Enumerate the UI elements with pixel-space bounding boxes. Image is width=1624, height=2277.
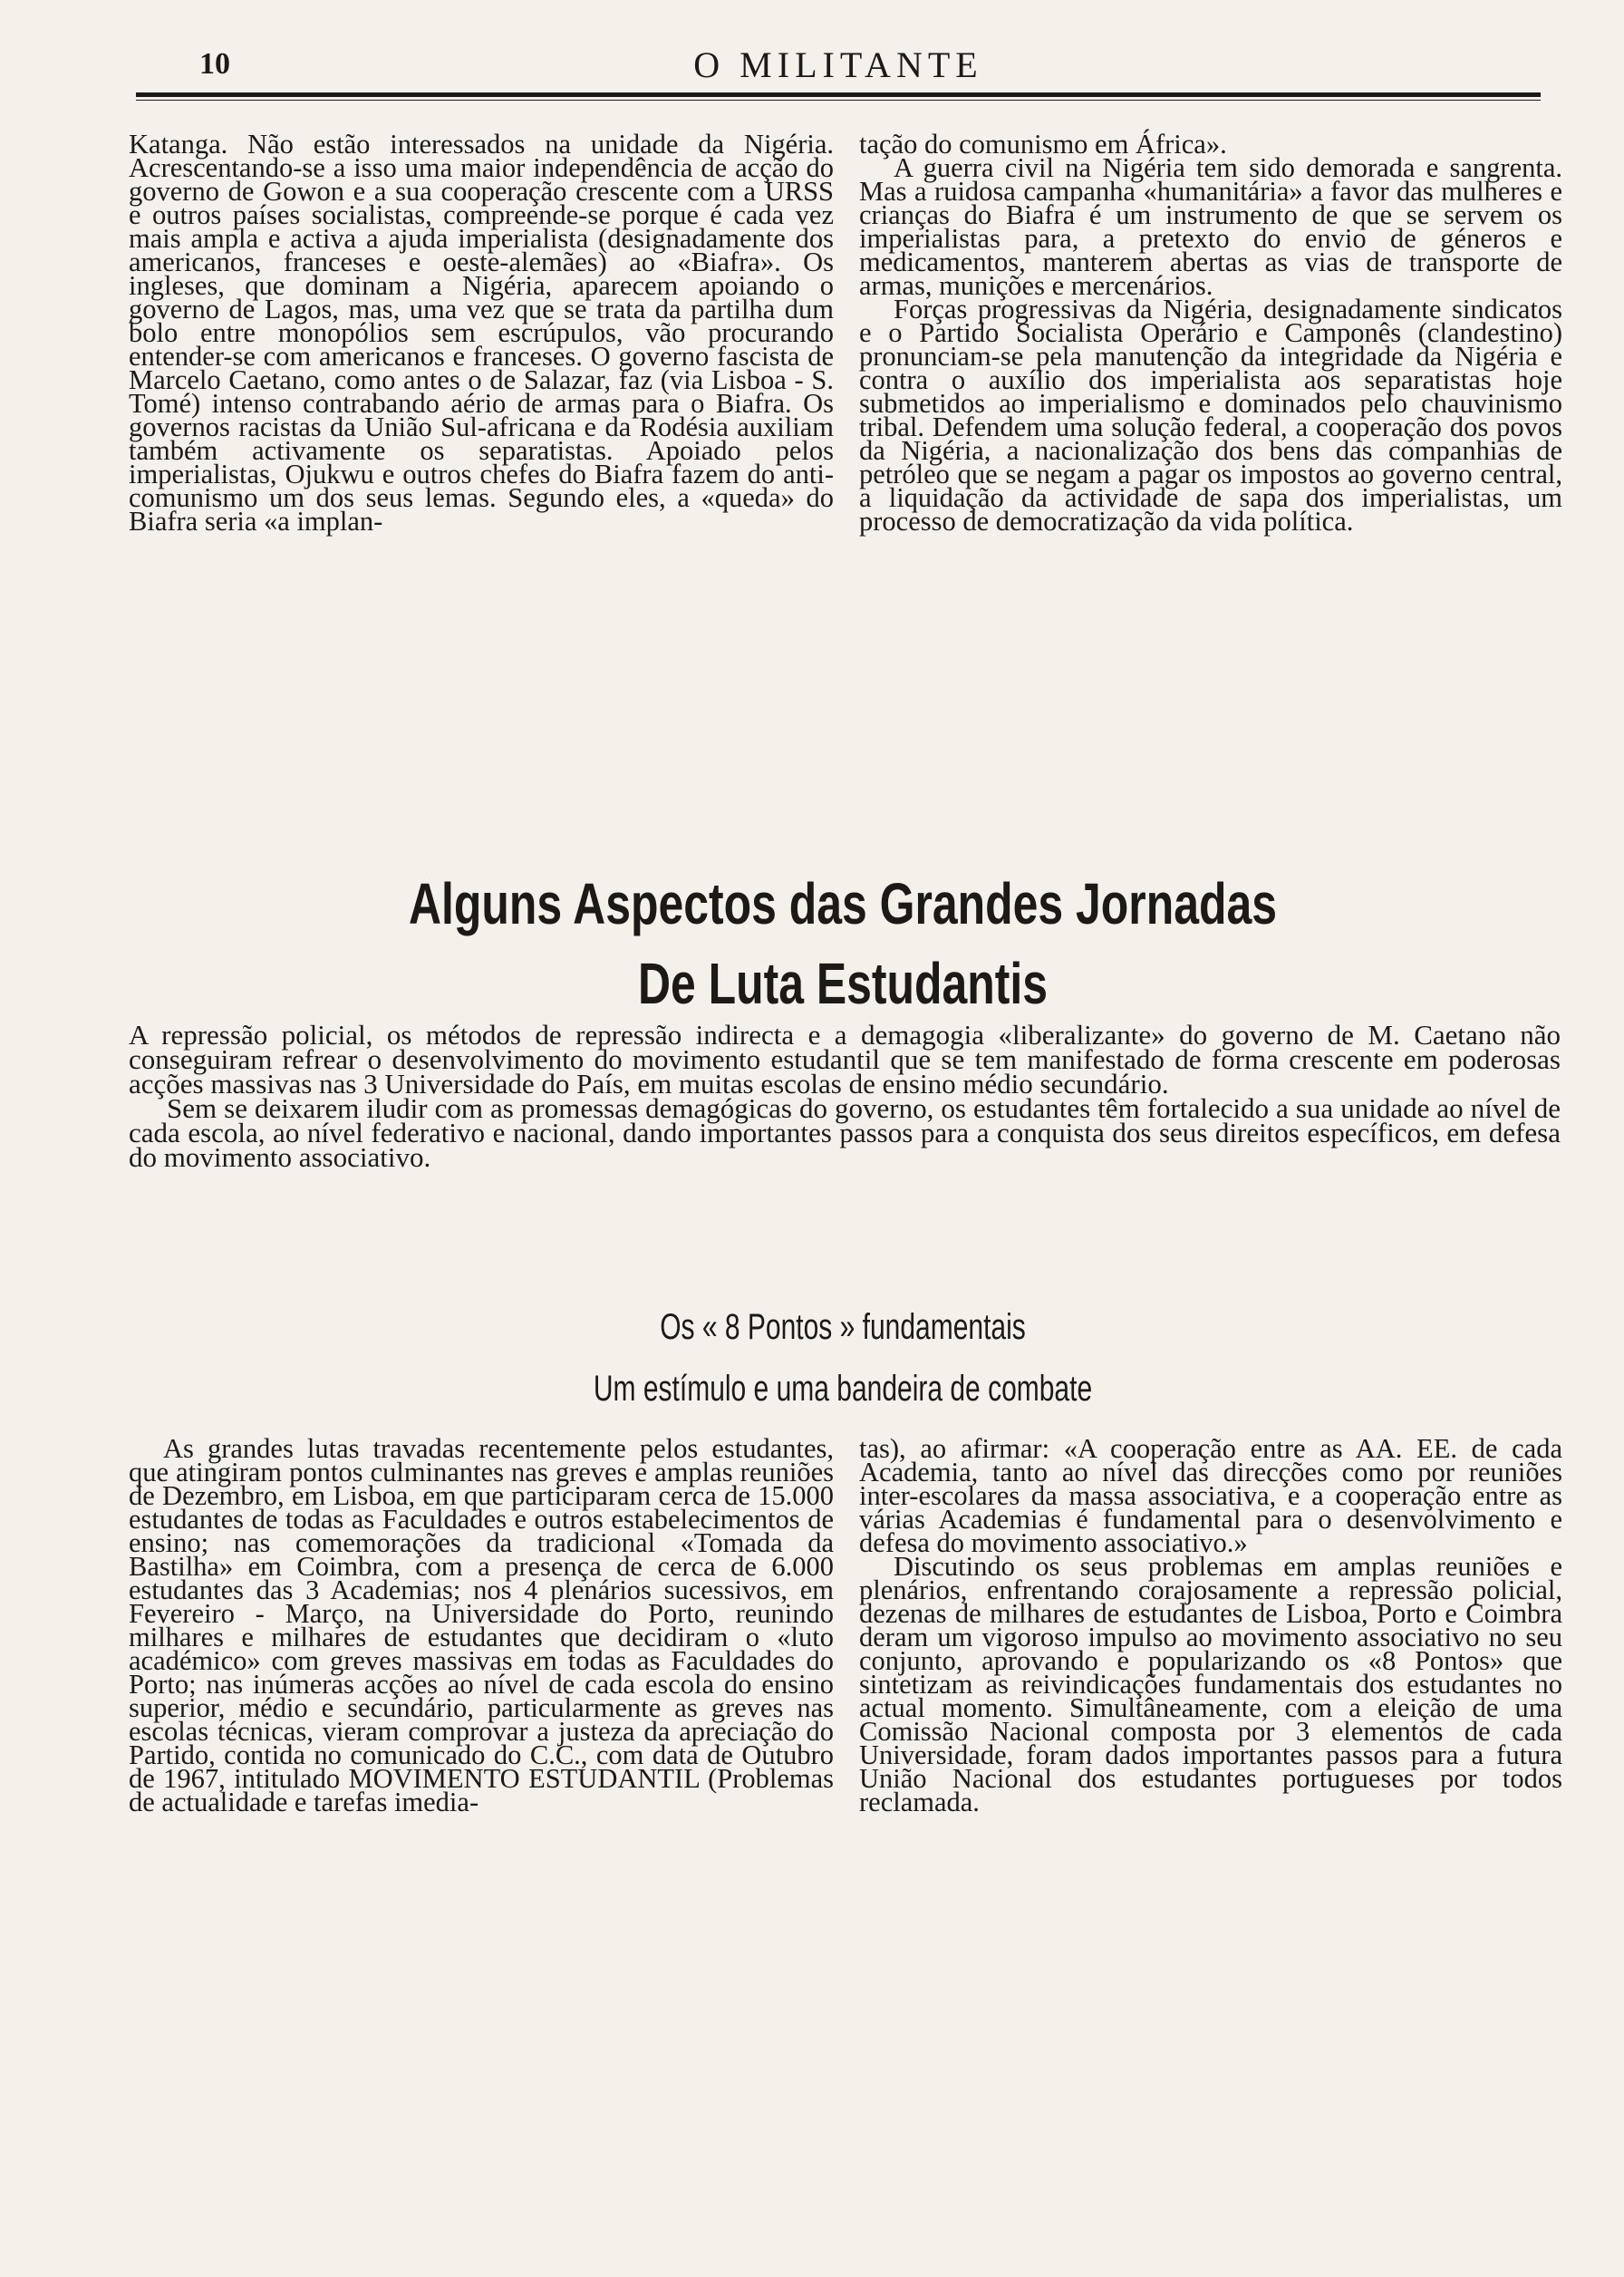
top-article-right-column	[859, 129, 1562, 537]
paragraph: As grandes lutas travadas recentemente pelos estudantes, que atingiram pontos culminantes nas greves e amplas reuniões de Dezembro, em Lisboa, em que participaram cerca de 15.000 estudantes de todas as Faculdades e outros estabelecimentos de ensino; nas comemorações da tradicional «Tomada da Bastilha» em Coimbra, com a presença de cerca de 6.000 estudantes das 3 Academias; nos 4 plenários sucessivos, em Fevereiro - Março, na Universidade do Porto, reunindo milhares e milhares de estudantes que decidiram o «luto académico» com greves massivas em todas as Faculdades do Porto; nas inúmeras acções ao nível de cada escola do ensino superior, médio e secundário, particularmente as greves nas escolas técnicas, vieram comprovar a justeza da apreciação do Partido, contida no comunicado do C.C., com data de Outubro de 1967, intitulado MOVIMENTO ESTUDANTIL (Problemas de actualidade e tarefas imedia-	[129, 1433, 834, 1817]
paragraph: tas), ao afirmar: «A cooperação entre as AA. EE. de cada Academia, tanto ao nível das direcções como por reuniões inter-escolares da massa associativa, e a cooperação entre as várias Academias é fundamental para o desenvolvimento e defesa do movimento associativo.»	[859, 1433, 1562, 1558]
top-article-left-column	[129, 129, 834, 537]
main-article-right-column	[859, 1433, 1562, 1817]
paragraph: Katanga. Não estão interessados na unidade da Nigéria. Acrescentando-se a isso uma maior independência de acção do governo de Gowon e a sua cooperação crescente com a URSS e outros países socialistas, compreende-se porque é cada vez mais ampla e activa a ajuda imperialista (designadamente dos americanos, franceses e oeste-alemães) ao «Biafra». Os ingleses, que dominam a Nigéria, aparecem apoiando o governo de Lagos, mas, uma vez que se trata da partilha dum bolo entre monopólios sem escrúpulos, vão procurando entender-se com americanos e franceses. O governo fascista de Marcelo Caetano, como antes o de Salazar, faz (via Lisboa - S. Tomé) intenso contrabando aério de armas para o Biafra. Os governos racistas da União Sul-africana e da Rodésia auxiliam também activamente os separatistas. Apoiado pelos imperialistas, Ojukwu e outros chefes do Biafra fazem do anti-comunismo um dos seus lemas. Segundo eles, a «queda» do Biafra seria «a implan-	[129, 129, 834, 537]
lead-paragraph: Sem se deixarem iludir com as promessas demagógicas do governo, os estudantes têm fortalecido a sua unidade ao nível de cada escola, ao nível federativo e nacional, dando importantes passos para a conquista dos seus direitos específicos, em defesa do movimento associativo.	[129, 1092, 1561, 1173]
newspaper-title: O MILITANTE	[693, 44, 983, 85]
headline-line-1: Alguns Aspectos das Grandes Jornadas	[408, 871, 1278, 936]
main-article-left-column	[129, 1433, 834, 1817]
page-number: 10	[199, 47, 230, 81]
subheading-8-pontos: Os « 8 Pontos » fundamentais	[660, 1307, 1026, 1347]
header-rule	[136, 92, 1541, 97]
lead-section	[129, 1019, 1561, 1173]
paragraph: A guerra civil na Nigéria tem sido demorada e sangrenta. Mas a ruidosa campanha «humanitária» a favor das mulheres e crianças do Biafra é um instrumento de que se servem os imperialistas para, a pretexto do envio de géneros e medicamentos, manterem abertas as vias de transporte de armas, munições e mercenários.	[859, 152, 1562, 301]
paragraph: Forças progressivas da Nigéria, designadamente sindicatos e o Partido Socialista Operário e Camponês (clandestino) pronunciam-se pela manutenção da integridade da Nigéria e contra o auxílio dos imperialista aos separatistas hoje submetidos ao imperialismo e dominados pelo chauvinismo tribal. Defendem uma solução federal, a cooperação dos povos da Nigéria, a nacionalização dos bens das companhias de petróleo que se negam a pagar os impostos ao governo central, a liquidação da actividade de sapa dos imperialistas, um processo de democratização da vida política.	[859, 294, 1562, 537]
lead-paragraph: A repressão policial, os métodos de repressão indirecta e a demagogia «liberalizante» do governo de M. Caetano não conseguiram refrear o desenvolvimento do movimento estudantil que se tem manifestado de forma crescente em poderosas acções massivas nas 3 Universidade do País, em muitas escolas de ensino médio secundário.	[129, 1019, 1561, 1100]
paragraph: tação do comunismo em África».	[859, 129, 1227, 160]
paragraph: Discutindo os seus problemas em amplas reuniões e plenários, enfrentando corajosamente a repressão policial, dezenas de milhares de estudantes de Lisboa, Porto e Coimbra deram um vigoroso impulso ao movimento associativo no seu conjunto, aprovando e popularizando os «8 Pontos» que sintetizam as reivindicações fundamentais dos estudantes no actual momento. Simultâneamente, com a eleição de uma Comissão Nacional composta por 3 elementos de cada Universidade, foram dados importantes passos para a futura União Nacional dos estudantes portugueses por todos reclamada.	[859, 1551, 1562, 1817]
subheading-estimulo: Um estímulo e uma bandeira de combate	[593, 1369, 1093, 1409]
header-rule-thin	[136, 100, 1541, 101]
headline-line-2: De Luta Estudantis	[637, 951, 1049, 1016]
page-header	[136, 42, 1541, 89]
